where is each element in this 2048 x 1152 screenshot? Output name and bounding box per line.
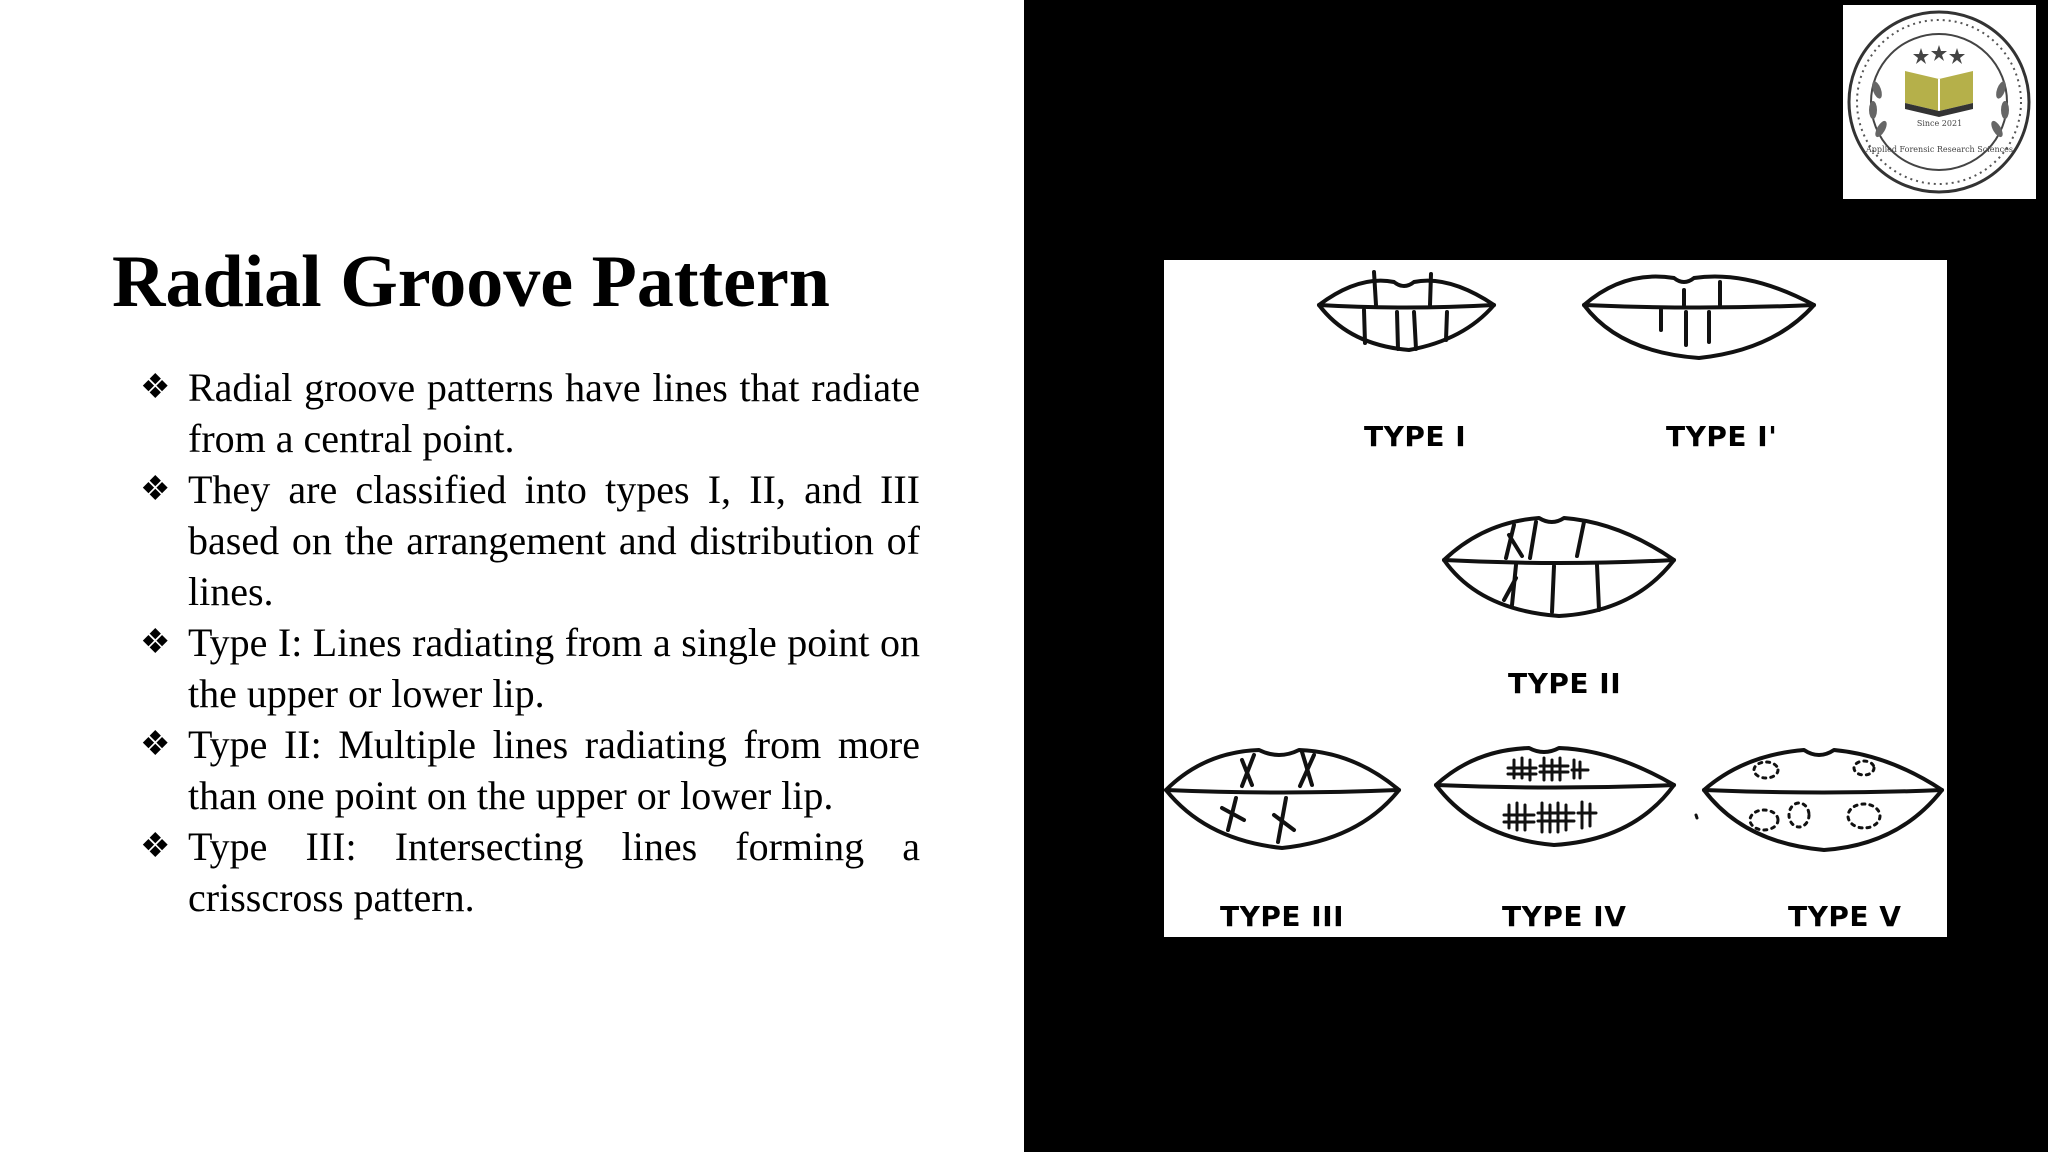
- logo-since-text: Since 2021: [1916, 119, 1963, 128]
- lips-type-iii-drawing: [1166, 750, 1399, 848]
- diamond-bullet-icon: ❖: [140, 828, 171, 865]
- lip-groove-types-figure: [1164, 260, 1947, 937]
- diamond-bullet-icon: ❖: [140, 471, 171, 508]
- bullet-list: [140, 362, 920, 923]
- lips-type-ii-drawing: [1444, 518, 1674, 616]
- bullet-text: Type I: Lines radiating from a single point on the upper or lower lip.: [188, 620, 920, 716]
- bullet-text: Type III: Intersecting lines forming a crisscross pattern.: [188, 824, 920, 920]
- bullet-text: They are classified into types I, II, and III based on the arrangement and distribution of lines.: [188, 467, 920, 614]
- lips-type-i-drawing: [1319, 272, 1494, 350]
- bullet-item: [140, 719, 920, 821]
- lips-type-i-prime-drawing: [1584, 277, 1814, 358]
- diamond-bullet-icon: ❖: [140, 726, 171, 763]
- type-iii-label: TYPE III: [1220, 900, 1345, 933]
- logo-seal: [1843, 5, 2036, 199]
- type-ii-label: TYPE II: [1508, 667, 1622, 700]
- bullet-item: [140, 362, 920, 464]
- bullet-text: Type II: Multiple lines radiating from more than one point on the upper or lower lip.: [188, 722, 920, 818]
- type-iv-label: TYPE IV: [1502, 900, 1627, 933]
- bullet-item: [140, 821, 920, 923]
- type-i-prime-label: TYPE I': [1666, 420, 1778, 453]
- type-i-label: TYPE I: [1364, 420, 1467, 453]
- diamond-bullet-icon: ❖: [140, 624, 171, 661]
- diamond-bullet-icon: ❖: [140, 369, 171, 406]
- slide-title: Radial Groove Pattern: [112, 241, 830, 323]
- type-v-label: TYPE V: [1788, 900, 1902, 933]
- book-icon: [1905, 71, 1973, 117]
- lip-drawings: [1164, 260, 1947, 937]
- institution-logo: [1843, 5, 2036, 199]
- logo-name-text: Applied Forensic Research Sciences: [1866, 145, 2013, 154]
- bullet-item: [140, 464, 920, 617]
- lips-type-v-drawing: [1696, 750, 1942, 850]
- bullet-item: [140, 617, 920, 719]
- bullet-text: Radial groove patterns have lines that radiate from a central point.: [188, 365, 920, 461]
- lips-type-iv-drawing: [1436, 748, 1674, 845]
- star-icon: [1913, 45, 1965, 64]
